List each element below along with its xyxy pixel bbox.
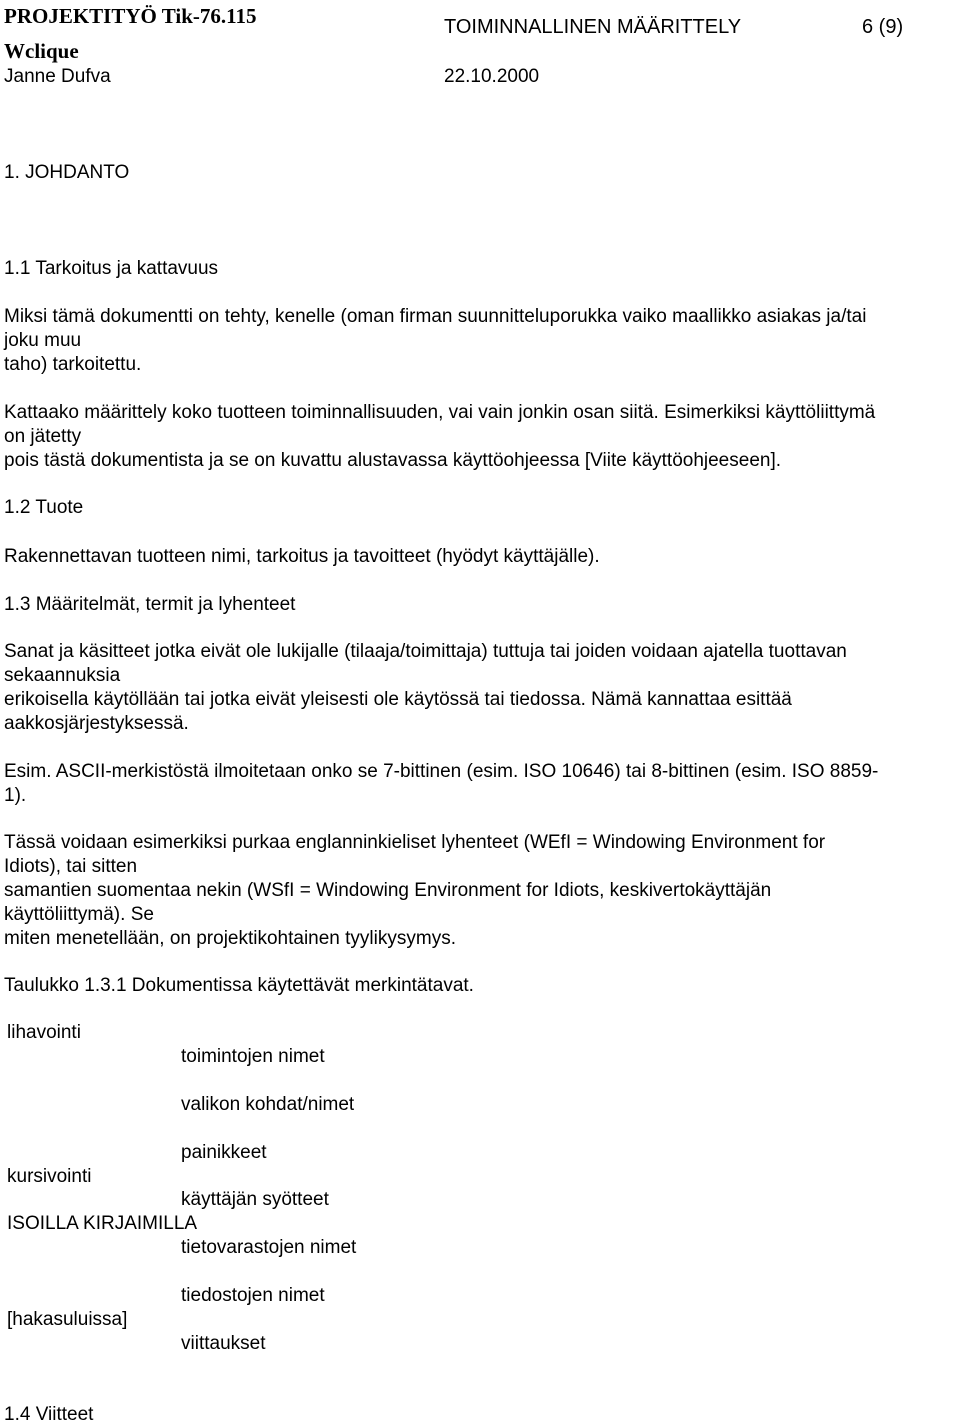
section-heading-viitteet: 1.4 Viitteet <box>4 1404 94 1425</box>
paragraph-abbreviations: Tässä voidaan esimerkiksi purkaa englanninkieliset lyhenteet (WEfI = Windowing Environment for Idiots), tai sitten samantien suomentaa nekin (WSfI = Windowing Environment for Idiots, keskivertokäyttäjän käyttöliittymä). Se miten menetellään, on projektikohtainen tyylikysymys. <box>4 832 826 949</box>
section-heading-tarkoitus: 1.1 Tarkoitus ja kattavuus <box>4 258 219 279</box>
table-use-cell: valikon kohdat/nimet <box>181 1094 355 1115</box>
table-use-cell: tiedostojen nimet <box>181 1285 325 1306</box>
section-heading-johdanto: 1. JOHDANTO <box>4 162 130 183</box>
section-heading-maaritelmat: 1.3 Määritelmät, termit ja lyhenteet <box>4 594 296 615</box>
paragraph-definitions: Sanat ja käsitteet jotka eivät ole lukijalle (tilaaja/toimittaja) tuttuja tai joiden voidaan ajatella tuottavan sekaannuksia erikoisella käytöllään tai jotka eivät yleisesti ole käytössä tai tiedossa. Nämä kannattaa esittää aakkosjärjestyksessä. <box>4 641 847 734</box>
table-style-cell: kursivointi <box>7 1166 92 1187</box>
header-page-number: 6 (9) <box>862 16 904 38</box>
table-style-cell: ISOILLA KIRJAIMILLA <box>7 1213 198 1234</box>
header-author: Janne Dufva <box>4 66 111 87</box>
section-heading-tuote: 1.2 Tuote <box>4 497 84 518</box>
table-caption: Taulukko 1.3.1 Dokumentissa käytettävät merkintätavat. <box>4 975 474 996</box>
table-use-cell: toimintojen nimet <box>181 1046 325 1067</box>
paragraph-purpose: Miksi tämä dokumentti on tehty, kenelle (oman firman suunnitteluporukka vaiko maallikko asiakas ja/tai joku muu taho) tarkoitettu. <box>4 306 867 375</box>
paragraph-scope: Kattaako määrittely koko tuotteen toiminnallisuuden, vai vain jonkin osan siitä. Esimerkiksi käyttöliittymä on jätetty pois tästä dokumentista ja se on kuvattu alustavassa käyttöohjeessa [Viite käyttöohjeeseen]. <box>4 402 876 471</box>
table-style-cell: lihavointi <box>7 1022 81 1043</box>
paragraph-product: Rakennettavan tuotteen nimi, tarkoitus ja tavoitteet (hyödyt käyttäjälle). <box>4 546 600 567</box>
header-group: Wclique <box>4 39 79 63</box>
table-use-cell: viittaukset <box>181 1333 266 1354</box>
header-document-title: TOIMINNALLINEN MÄÄRITTELY <box>444 16 742 38</box>
table-style-cell: [hakasuluissa] <box>7 1309 128 1330</box>
table-use-cell: tietovarastojen nimet <box>181 1237 357 1258</box>
paragraph-example: Esim. ASCII-merkistöstä ilmoitetaan onko se 7-bittinen (esim. ISO 10646) tai 8-bittinen (esim. ISO 8859- 1). <box>4 761 879 806</box>
header-project: PROJEKTITYÖ Tik-76.115 <box>4 4 257 28</box>
table-use-cell: käyttäjän syötteet <box>181 1189 329 1210</box>
table-use-cell: painikkeet <box>181 1142 267 1163</box>
header-date: 22.10.2000 <box>444 66 540 87</box>
